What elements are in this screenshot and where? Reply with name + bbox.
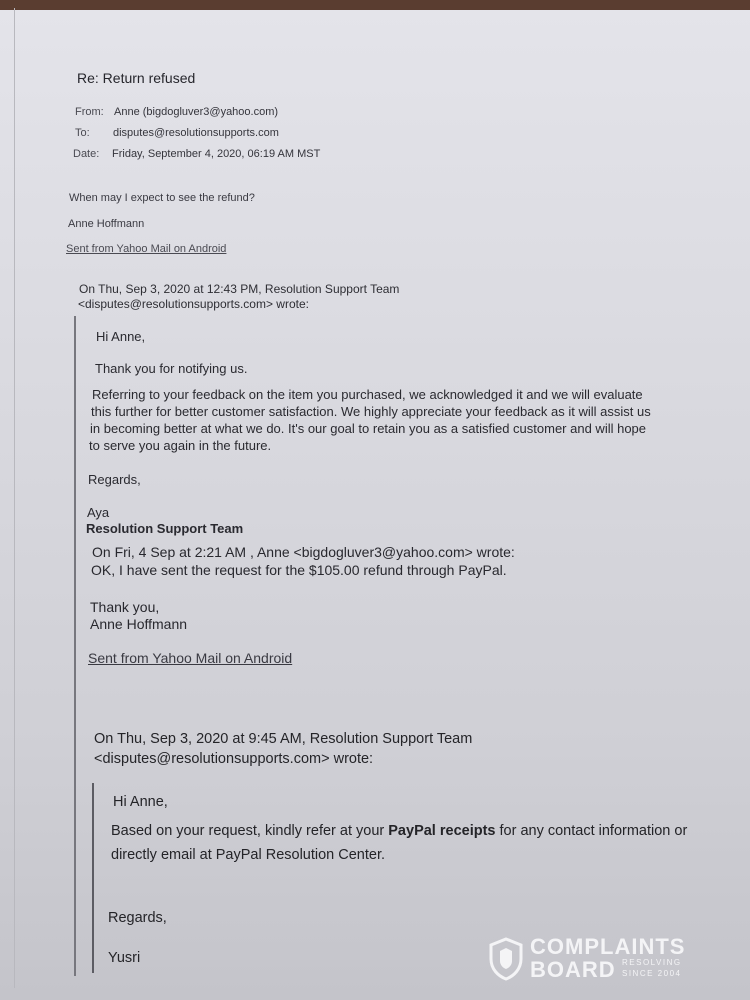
- from-label: From:: [75, 106, 104, 118]
- quote3-regards: Regards,: [108, 910, 167, 926]
- quote1-intro-line2: <disputes@resolutionsupports.com> wrote:: [78, 297, 309, 311]
- quote3-line1-text-end: for any contact information or: [495, 823, 688, 839]
- quote2-intro: On Fri, 4 Sep at 2:21 AM , Anne <bigdogluver3@yahoo.com> wrote:: [92, 544, 515, 560]
- to-label: To:: [75, 127, 90, 139]
- email-subject: Re: Return refused: [77, 70, 196, 86]
- quote1-para-line1: Referring to your feedback on the item you purchased, we acknowledged it and we will evaluate: [92, 387, 643, 402]
- quote1-para-line2: this further for better customer satisfaction. We highly appreciate your feedback as it will assist us: [91, 404, 651, 419]
- quote1-thanks: Thank you for notifying us.: [95, 361, 248, 376]
- complaintsboard-watermark: [488, 934, 708, 984]
- quote1-greeting: Hi Anne,: [96, 329, 146, 344]
- quote3-greeting: Hi Anne,: [113, 794, 168, 810]
- quote-bar-inner: [92, 783, 94, 973]
- page-edge-line: [14, 8, 15, 988]
- quote1-regards: Regards,: [88, 472, 141, 487]
- sent-from-link[interactable]: Sent from Yahoo Mail on Android: [66, 243, 227, 255]
- background-edge: [0, 0, 750, 10]
- quote2-name: Anne Hoffmann: [90, 616, 188, 632]
- quote1-para-line4: to serve you again in the future.: [89, 438, 272, 453]
- email-body-line: When may I expect to see the refund?: [69, 192, 255, 204]
- to-value: disputes@resolutionsupports.com: [113, 127, 279, 139]
- from-value: Anne (bigdogluver3@yahoo.com): [114, 106, 279, 118]
- quote3-agent: Yusri: [108, 950, 141, 966]
- email-signature: Anne Hoffmann: [68, 218, 145, 230]
- watermark-word1: COMPLAINTS: [530, 934, 686, 959]
- quote1-team: Resolution Support Team: [86, 521, 244, 536]
- watermark-word2: BOARD: [530, 957, 616, 982]
- watermark-sub1: RESOLVING: [622, 958, 682, 967]
- quote1-agent: Aya: [87, 505, 110, 520]
- quote2-line: OK, I have sent the request for the $105.00 refund through PayPal.: [91, 562, 507, 578]
- quote-bar-outer: [74, 316, 76, 976]
- quote3-intro-line1: On Thu, Sep 3, 2020 at 9:45 AM, Resolution Support Team: [94, 731, 473, 747]
- quote3-intro-line2: <disputes@resolutionsupports.com> wrote:: [94, 751, 374, 767]
- quote3-line1-text: Based on your request, kindly refer at your: [111, 823, 389, 839]
- shield-icon: [488, 937, 524, 981]
- date-label: Date:: [73, 148, 100, 160]
- date-value: Friday, September 4, 2020, 06:19 AM MST: [112, 148, 321, 160]
- watermark-sub2: SINCE 2004: [622, 969, 682, 978]
- quote3-line1: [111, 822, 687, 841]
- quote1-intro-line1: On Thu, Sep 3, 2020 at 12:43 PM, Resolution Support Team: [79, 282, 400, 296]
- quote3-paypal-receipts: PayPal receipts: [388, 823, 496, 839]
- quote1-para-line3: in becoming better at what we do. It's our goal to retain you as a satisfied customer and will hope: [90, 421, 647, 436]
- quote3-line2: directly email at PayPal Resolution Center.: [111, 847, 386, 863]
- quote2-thank-you: Thank you,: [90, 599, 160, 615]
- quote2-sent-from-link[interactable]: Sent from Yahoo Mail on Android: [88, 650, 293, 666]
